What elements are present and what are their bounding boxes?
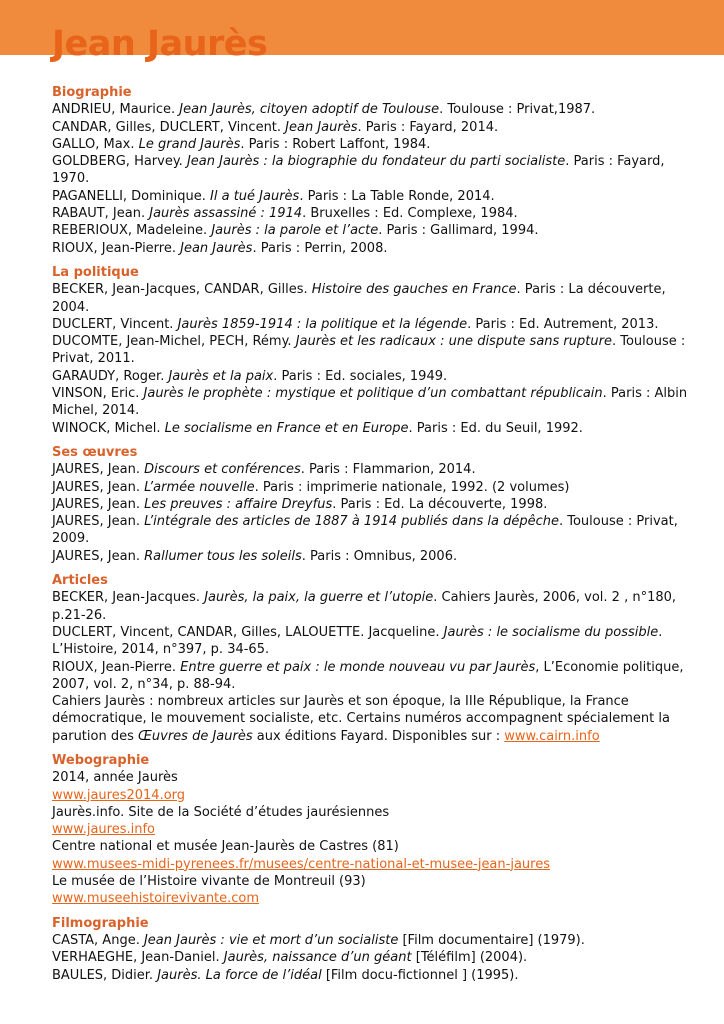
entry-author: RIOUX, Jean-Pierre. [52,240,181,256]
section-filmographie [52,915,692,984]
bibliography-entry [52,420,692,437]
entry-author: REBERIOUX, Madeleine. [52,223,212,239]
entry-title: Jaurès assassiné : 1914 [149,206,303,222]
entry-title: Jaurès le prophète : mystique et politique d’un combattant républicain [143,386,603,402]
entry-details: . Toulouse : Privat, 2009. [52,514,678,547]
entry-details: . Toulouse : Privat,1987. [439,102,596,118]
entry-author: JAURES, Jean. [52,548,145,564]
entry-details: . Paris : Albin Michel, 2014. [52,386,688,419]
entry-details: . Paris : Fayard, 1970. [52,154,665,187]
page-title: Jean Jaurès [52,24,268,64]
entry-title: Jean Jaurès : la biographie du fondateur du parti socialiste [186,154,566,170]
entry-title: Jaurès et la paix [168,368,274,384]
entry-author: GOLDBERG, Harvey. [52,154,187,170]
bibliography-entry [52,890,692,907]
entry-details: . Paris : Gallimard, 1994. [378,223,539,239]
entry-title: Discours et conférences [144,462,301,478]
bibliography-entry [52,821,692,838]
entry-author: RABAUT, Jean. [52,206,150,222]
entry-author: BECKER, Jean-Jacques. [52,590,205,606]
bibliography-entry [52,479,692,496]
entry-author: Jaurès.info. Site de la Société d’études jaurésiennes [52,804,390,820]
bibliography-entry [52,222,692,239]
entry-title: Jaurès. La force de l’idéal [157,967,322,983]
bibliography-entry [52,368,692,385]
web-link[interactable]: www.musees-midi-pyrenees.fr/musees/centre-national-et-musee-jean-jaures [52,856,550,872]
bibliography-entry [52,281,692,316]
entry-author: BECKER, Jean-Jacques, CANDAR, Gilles. [52,282,312,298]
entry-details: . Paris : Perrin, 2008. [252,240,388,256]
entry-author: VINSON, Eric. [52,386,144,402]
bibliography-entry [52,188,692,205]
entry-details: . Paris : La Table Ronde, 2014. [299,188,495,204]
entry-author: ANDRIEU, Maurice. [52,102,180,118]
entry-title: Histoire des gauches en France [311,282,517,298]
web-link[interactable]: www.museehistoirevivante.com [52,891,260,907]
entry-author: BAULES, Didier. [52,967,158,983]
entry-author: JAURES, Jean. [52,462,145,478]
entry-details: . Toulouse : Privat, 2011. [52,334,686,367]
entry-title: Jaurès et les radicaux : une dispute sans rupture [295,334,612,350]
bibliography-entry [52,461,692,478]
bibliography-entry [52,496,692,513]
bibliography-entry [52,153,692,188]
entry-details: [Film documentaire] (1979). [398,932,585,948]
entry-details: , L’Economie politique, 2007, vol. 2, n°34, p. 88-94. [52,659,684,692]
entry-title: Œuvres de Jaurès [138,728,253,744]
bibliography-entry [52,548,692,565]
entry-author: DUCLERT, Vincent. [52,316,178,332]
bibliography-entry [52,333,692,368]
bibliography-entry [52,787,692,804]
bibliography-entry [52,693,692,745]
entry-author: GALLO, Max. [52,136,139,152]
bibliography-entry [52,856,692,873]
section-heading: Filmographie [52,915,149,931]
entry-title: Jean Jaurès : vie et mort d’un socialiste [143,932,399,948]
entry-title: Jaurès : la parole et l’acte [211,223,379,239]
entry-details: . L’Histoire, 2014, n°397, p. 34-65. [52,624,663,658]
entry-author: JAURES, Jean. [52,514,145,530]
bibliography-entry [52,659,692,694]
bibliography [52,84,692,991]
entry-author: RIOUX, Jean-Pierre. [52,659,181,675]
bibliography-entry [52,136,692,153]
entry-details: . Paris : imprimerie nationale, 1992. (2 volumes) [254,479,570,495]
bibliography-entry [52,385,692,420]
entry-title: Jean Jaurès, citoyen adoptif de Toulouse [179,102,440,118]
entry-author: JAURES, Jean. [52,496,145,512]
web-link[interactable]: www.cairn.info [504,728,600,744]
entry-author: DUCOMTE, Jean-Michel, PECH, Rémy. [52,334,296,350]
entry-details: . Paris : Robert Laffont, 1984. [240,136,431,152]
entry-author: VERHAEGHE, Jean-Daniel. [52,950,224,966]
bibliography-entry [52,240,692,257]
entry-title: Le grand Jaurès [138,136,241,152]
bibliography-entry [52,589,692,624]
entry-author: DUCLERT, Vincent, CANDAR, Gilles, LALOUETTE. Jacqueline. [52,624,444,640]
entry-author: Cahiers Jaurès : nombreux articles sur Jaurès et son époque, la IIIe République, la France démocratique, le mouvement socialiste, etc. Certains numéros accompagnent spécialement la parution des [52,694,670,744]
entry-title: Les preuves : affaire Dreyfus [144,496,333,512]
entry-title: L’intégrale des articles de 1887 à 1914 publiés dans la dépêche [144,514,559,530]
entry-title: Jean Jaurès [180,240,253,256]
bibliography-entry [52,624,692,659]
web-link[interactable]: www.jaures.info [52,822,155,838]
entry-author: Centre national et musée Jean-Jaurès de Castres (81) [52,839,399,855]
entry-details: . Paris : La découverte, 2004. [52,282,666,315]
section-webographie [52,752,692,908]
entry-author: CASTA, Ange. [52,932,144,948]
web-link[interactable]: www.jaures2014.org [52,787,186,803]
section-oeuvres [52,444,692,565]
entry-author: CANDAR, Gilles, DUCLERT, Vincent. [52,119,286,135]
section-heading: Biographie [52,85,132,100]
bibliography-entry [52,873,692,890]
entry-author: 2014, année Jaurès [52,770,178,786]
entry-title: Entre guerre et paix : le monde nouveau vu par Jaurès [180,659,536,675]
entry-author: Le musée de l’Histoire vivante de Montreuil (93) [52,874,366,890]
entry-details: [Téléfilm] (2004). [411,950,528,966]
entry-author: GARAUDY, Roger. [52,368,169,384]
entry-author: WINOCK, Michel. [52,420,165,436]
bibliography-entry [52,119,692,136]
bibliography-entry [52,316,692,333]
entry-details: . Paris : Ed. Autrement, 2013. [467,316,659,332]
section-heading: Ses œuvres [52,444,138,460]
bibliography-entry [52,932,692,949]
entry-details: . Paris : Ed. du Seuil, 1992. [408,420,583,436]
entry-details: . Paris : Ed. sociales, 1949. [273,368,448,384]
bibliography-entry [52,513,692,548]
entry-title: Jaurès 1859-1914 : la politique et la légende [177,316,468,332]
bibliography-entry [52,949,692,966]
entry-title: L’armée nouvelle [144,479,255,495]
entry-details: [Film docu-fictionnel ] (1995). [321,967,519,983]
entry-details: . Paris : Flammarion, 2014. [300,462,476,478]
entry-title: Jaurès : le socialisme du possible [443,624,659,640]
bibliography-entry [52,804,692,821]
bibliography-entry [52,769,692,786]
section-articles [52,572,692,745]
entry-title: Rallumer tous les soleils [144,548,302,564]
entry-title: Il a tué Jaurès [210,188,300,204]
section-heading: Webographie [52,752,150,768]
entry-details: aux éditions Fayard. Disponibles sur : [252,728,505,744]
entry-details: . Paris : Omnibus, 2006. [301,548,458,564]
section-heading: La politique [52,264,139,280]
bibliography-entry [52,967,692,984]
title-banner [0,0,724,64]
bibliography-entry [52,205,692,222]
entry-title: Jaurès, la paix, la guerre et l’utopie [204,590,434,606]
entry-details: . Cahiers Jaurès, 2006, vol. 2 , n°180, p.21-26. [52,590,677,623]
entry-details: . Paris : Ed. La découverte, 1998. [332,496,548,512]
section-politique [52,264,692,437]
entry-title: Le socialisme en France et en Europe [164,420,409,436]
bibliography-entry [52,101,692,118]
bibliography-entry [52,838,692,855]
entry-title: Jaurès, naissance d’un géant [223,950,412,966]
entry-author: PAGANELLI, Dominique. [52,188,211,204]
section-heading: Articles [52,573,108,589]
entry-author: JAURES, Jean. [52,479,145,495]
section-biographie [52,84,692,257]
entry-title: Jean Jaurès [285,119,358,135]
entry-details: . Paris : Fayard, 2014. [357,119,499,135]
entry-details: . Bruxelles : Ed. Complexe, 1984. [302,206,518,222]
